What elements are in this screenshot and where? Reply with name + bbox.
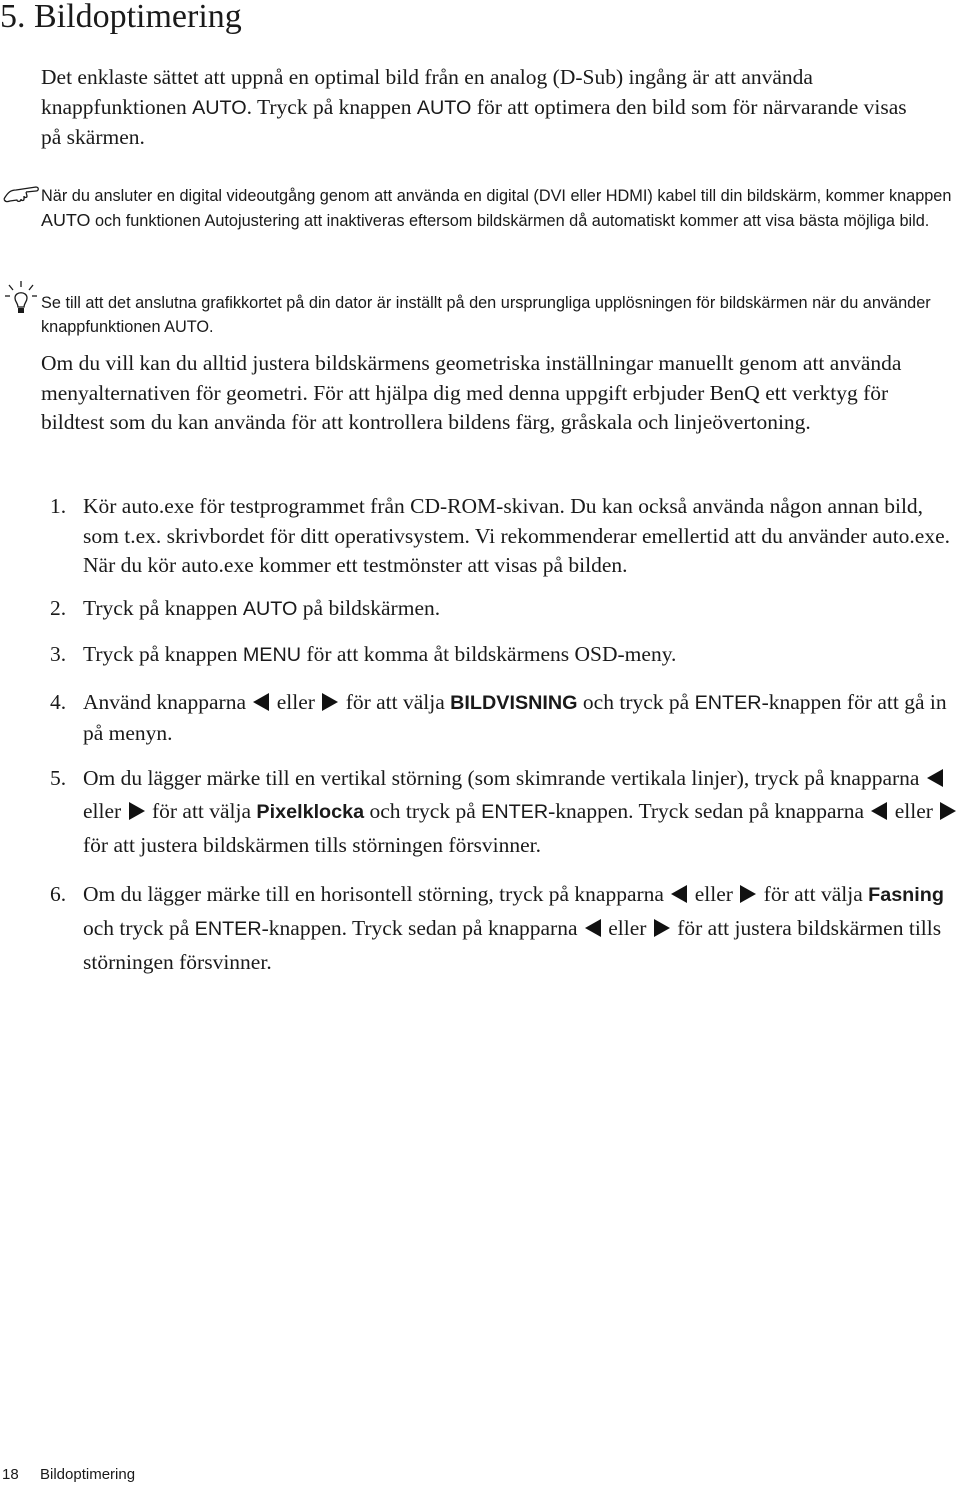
tip-graphics-card: Se till att det anslutna grafikkortet på din dator är inställt på den ursprungliga upplösningen för bildskärmen när du använder knappfunktionen AUTO. [41, 294, 931, 336]
note-text: När du ansluter en digital videoutgång genom att använda en digital (DVI eller HDMI) kabel till din bildskärm, kommer knappen [41, 187, 952, 205]
intro-text: Det enklaste sättet att uppnå en optimal bild från en analog (D-Sub) ingång är att använda knappfunktionen [41, 65, 813, 119]
step-item [50, 878, 960, 979]
keyword-menu: MENU [242, 644, 302, 666]
right-triangle-icon [322, 693, 338, 711]
keyword-bildvisning: BILDVISNING [450, 692, 578, 714]
right-triangle-icon [654, 919, 670, 937]
left-triangle-icon [927, 769, 943, 787]
footer-section-title: Bildoptimering [40, 1466, 136, 1483]
page-footer [2, 1465, 135, 1485]
page-number: 18 [2, 1466, 19, 1483]
keyword-auto: AUTO [242, 598, 298, 620]
step-item [50, 640, 960, 671]
keyword-auto: AUTO [192, 96, 247, 119]
step-number: 5. [50, 766, 67, 790]
lightbulb-icon [4, 280, 38, 316]
intro-text: . Tryck på knappen [246, 94, 417, 119]
step-item [50, 688, 960, 748]
step-text: Om du lägger märke till en vertikal störning (som skimrande vertikala linjer), tryck på knapparna eller för att välja Pixelklocka och tryck på ENTER-knappen. Tryck sedan på knapparna eller för att justera bildskärmen tills störningen försvinner. [83, 762, 960, 862]
step-text: Använd knapparna eller för att välja BILDVISNING och tryck på ENTER-knappen för att gå in på menyn. [83, 690, 947, 745]
keyword-auto: AUTO [416, 96, 472, 119]
left-triangle-icon [671, 885, 687, 903]
keyword-fasning: Fasning [868, 884, 944, 906]
step-number: 4. [50, 690, 67, 714]
note-text: och funktionen Autojustering att inaktiveras eftersom bildskärmen då automatiskt kommer att visa bästa möjliga bild. [90, 212, 930, 230]
keyword-enter: ENTER [694, 692, 762, 714]
step-item [50, 594, 960, 625]
pointing-hand-icon [2, 180, 42, 206]
left-triangle-icon [585, 919, 601, 937]
intro-text: för att optimera den bild som för närvarande visas på skärmen. [41, 94, 907, 149]
right-triangle-icon [740, 885, 756, 903]
keyword-enter: ENTER [194, 918, 262, 940]
step-number: 6. [50, 882, 67, 906]
keyword-enter: ENTER [481, 801, 549, 823]
step-number: 3. [50, 642, 67, 666]
right-triangle-icon [940, 802, 956, 820]
note-digital-connection [41, 184, 960, 233]
left-triangle-icon [871, 802, 887, 820]
keyword-auto: AUTO [41, 210, 91, 230]
right-triangle-icon [129, 802, 145, 820]
left-triangle-icon [253, 693, 269, 711]
page-title: 5. Bildoptimering [0, 0, 242, 35]
step-item [50, 492, 960, 581]
step-text: Kör auto.exe för testprogrammet från CD-ROM-skivan. Du kan också använda någon annan bild, som t.ex. skrivbordet för ditt operativsystem. Vi rekommenderar emellertid att du använder auto.exe. När du kör auto.exe kommer ett testmönster att visas på bilden. [83, 494, 951, 577]
step-text: Om du lägger märke till en horisontell störning, tryck på knapparna eller för att välja Fasning och tryck på ENTER-knappen. Tryck sedan på knapparna eller för att justera bildskärmen tills störningen försvinner. [83, 882, 944, 974]
step-number: 2. [50, 596, 67, 620]
geometry-paragraph: Om du vill kan du alltid justera bildskärmens geometriska inställningar manuellt genom att använda menyalternativen för geometri. För att hjälpa dig med denna uppgift erbjuder BenQ ett verktyg för bildtest som du kan använda för att kontrollera bildens färg, gråskala och linjeövertoning. [41, 351, 902, 434]
step-item [50, 762, 960, 862]
step-text: Tryck på knappen AUTO på bildskärmen. [83, 596, 441, 620]
intro-paragraph [41, 63, 931, 153]
step-text: Tryck på knappen MENU för att komma åt bildskärmens OSD-meny. [83, 642, 677, 666]
keyword-pixelklocka: Pixelklocka [256, 801, 365, 823]
step-number: 1. [50, 494, 67, 518]
